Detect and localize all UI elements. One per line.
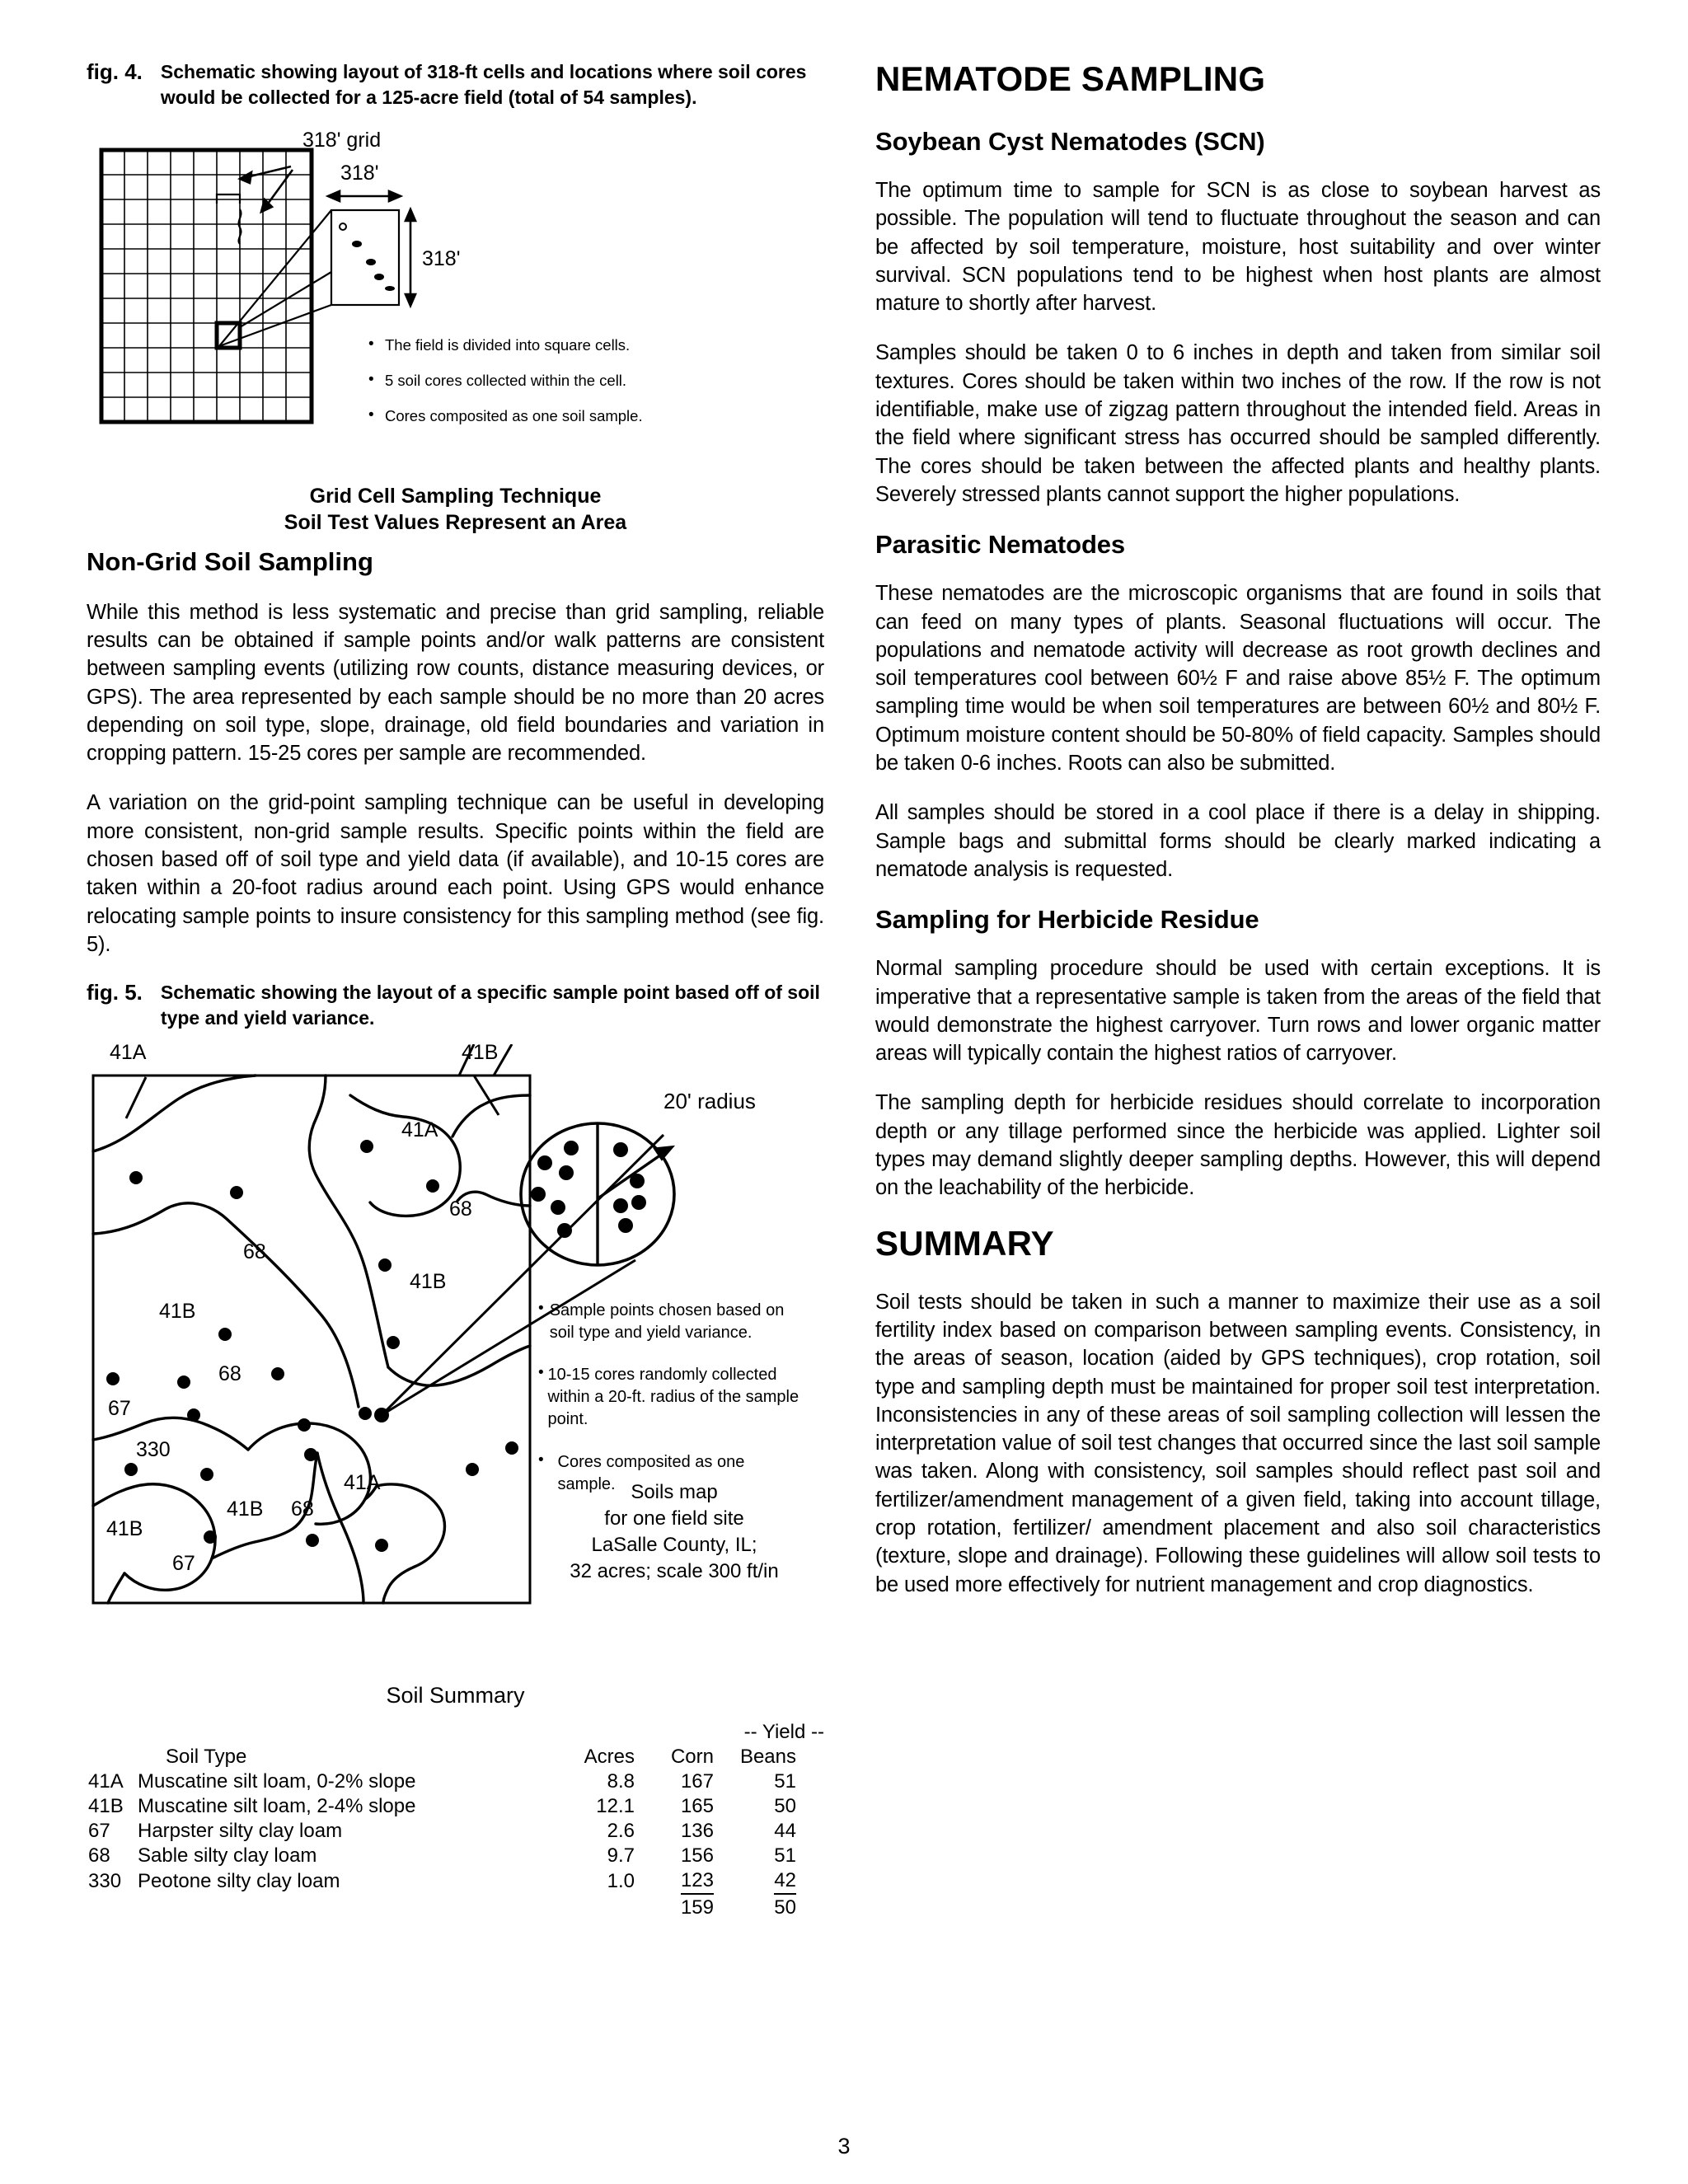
bullet-icon: •	[368, 405, 374, 424]
figure-4-bullets	[368, 336, 723, 425]
svg-text:68: 68	[449, 1197, 472, 1221]
bullet-icon: •	[368, 335, 374, 353]
col-header-beans: Beans	[739, 1745, 796, 1768]
yield-group-header-row	[87, 1720, 824, 1745]
scn-paragraph-1: The optimum time to sample for SCN is as close to soybean harvest as possible. The population will tend to fluctuate throughout the season and can be affected by soil temperature, moisture, host suitability and over winter survival. SCN populations tend to be highest when host plants are almost mature to shortly after harvest.	[875, 179, 1601, 316]
svg-text:41B: 41B	[462, 1043, 499, 1064]
figure-4-bullet-1: The field is divided into square cells.	[385, 335, 631, 354]
row-code: 41A	[88, 1769, 124, 1793]
svg-text:330: 330	[136, 1437, 171, 1461]
table-row	[87, 1769, 824, 1794]
figure-4-bullet-3: Cores composited as one soil sample.	[385, 406, 643, 424]
figure-5-label: fig. 5.	[87, 980, 143, 1005]
heading-parasitic-nematodes: Parasitic Nematodes	[875, 530, 1126, 560]
soil-type-map-labels	[106, 1044, 498, 1575]
table-row	[87, 1819, 824, 1844]
figure-5-graphic	[87, 1044, 824, 1675]
figure-4-title-block	[87, 483, 824, 536]
figure-4-title-line-2: Soil Test Values Represent an Area	[284, 510, 627, 534]
heading-soybean-cyst-nematodes: Soybean Cyst Nematodes (SCN)	[875, 127, 1265, 156]
row-name: Sable silty clay loam	[138, 1844, 317, 1867]
table-row	[87, 1868, 824, 1896]
svg-text:41B: 41B	[106, 1516, 143, 1540]
left-column	[87, 59, 824, 1920]
page-title-nematode-sampling: NEMATODE SAMPLING	[875, 59, 1266, 98]
soils-map-caption-line-1: Soils map	[631, 1480, 718, 1503]
twenty-foot-radius-circle	[521, 1123, 674, 1265]
col-header-corn: Corn	[670, 1745, 714, 1768]
row-beans	[738, 1868, 824, 1896]
herbicide-paragraph-1: Normal sampling procedure should be used with certain exceptions. It is imperative that a representative sample is taken from the areas of the field that would demonstrate the highest carryover. Turn rows and lower organic matter areas will typically contain the highest ratios of carryover.	[875, 957, 1601, 1066]
bullet-icon: •	[538, 1451, 544, 1469]
row-acres: 8.8	[607, 1769, 635, 1793]
dimension-height-label: 318'	[422, 246, 461, 270]
svg-text:68: 68	[291, 1497, 314, 1521]
dimension-height	[406, 209, 415, 306]
row-corn: 167	[680, 1769, 714, 1793]
svg-text:41B: 41B	[410, 1269, 447, 1293]
grid-label-318-grid: 318' grid	[302, 128, 382, 152]
figure-5-caption-text: Schematic showing the layout of a specific sample point based off of soil type and yield variance.	[160, 982, 820, 1029]
row-corn: 156	[680, 1844, 714, 1867]
field-grid	[101, 150, 312, 422]
right-column	[875, 59, 1601, 1620]
row-code: 41B	[88, 1794, 124, 1817]
svg-text:41A: 41A	[110, 1043, 147, 1064]
row-name: Muscatine silt loam, 2-4% slope	[138, 1794, 416, 1817]
bullet-icon: •	[368, 370, 374, 388]
row-name: Muscatine silt loam, 0-2% slope	[138, 1769, 416, 1793]
figure-4-bullet-2: 5 soil cores collected within the cell.	[385, 371, 627, 389]
figure-4-caption	[87, 59, 824, 110]
figure-5-bullets	[538, 1300, 802, 1496]
total-beans: 50	[774, 1896, 796, 1919]
soils-map-caption	[538, 1479, 810, 1585]
figure-4-caption-text: Schematic showing layout of 318-ft cells and locations where soil cores would be collected for a 125-acre field (total of 54 samples).	[160, 61, 807, 108]
yield-group-header: -- Yield --	[743, 1720, 824, 1743]
table-row	[87, 1844, 824, 1868]
svg-text:41B: 41B	[227, 1497, 264, 1521]
row-corn	[653, 1868, 738, 1896]
svg-text:41A: 41A	[344, 1470, 381, 1494]
dimension-width-label: 318'	[340, 161, 379, 185]
soils-map-frame	[93, 1076, 530, 1603]
parasitic-paragraph-1: These nematodes are the microscopic organisms that are found in soils that can feed on many types of plants. Seasonal fluctuations will occur. The populations and nematode activity will decrease as root growth declines and soil temperatures cool between 60½ F and raise above 85½ F. The optimum sampling time would be when soil temperatures are between 60½ and 80½ F. Optimum moisture content should be 50-80% of field capacity. Samples should be taken 0-6 inches. Roots can also be submitted.	[875, 582, 1601, 776]
row-code: 330	[88, 1870, 122, 1893]
total-corn: 159	[680, 1896, 714, 1919]
svg-text:68: 68	[218, 1361, 241, 1385]
soil-summary-table	[87, 1720, 824, 1920]
col-header-soil-type: Soil Type	[166, 1745, 247, 1768]
scn-paragraph-2: Samples should be taken 0 to 6 inches in depth and taken from similar soil textures. Cores should be taken within two inches of the row. If the row is not identifiable, make use of zigzag pattern throughout the intended field. Areas in the field where significant stress has occurred should be sampled differently. The cores should be taken between the affected plants and healthy plants. Severely stressed plants cannot support the higher populations.	[875, 341, 1601, 506]
soil-boundaries	[93, 1076, 530, 1603]
row-beans-value: 42	[774, 1869, 796, 1895]
soils-map-caption-line-4: 32 acres; scale 300 ft/in	[570, 1559, 779, 1582]
table-row	[87, 1794, 824, 1819]
row-name: Harpster silty clay loam	[138, 1819, 343, 1842]
table-header-row	[87, 1745, 824, 1769]
row-beans: 50	[774, 1794, 796, 1817]
grid-callout-arrows	[240, 166, 293, 212]
row-corn-value: 123	[681, 1869, 714, 1895]
bullet-icon: •	[538, 1299, 544, 1317]
soils-map-caption-line-2: for one field site	[604, 1507, 744, 1530]
figure-4-graphic	[87, 124, 824, 478]
heading-summary: SUMMARY	[875, 1223, 1054, 1263]
row-acres: 12.1	[596, 1794, 635, 1817]
svg-text:67: 67	[108, 1396, 131, 1420]
table-totals-row	[87, 1896, 824, 1920]
figure-5-bullet-1: Sample points chosen based on soil type and yield variance.	[549, 1301, 785, 1342]
row-acres: 1.0	[607, 1870, 635, 1893]
heading-sampling-herbicide-residue: Sampling for Herbicide Residue	[875, 905, 1259, 935]
row-code: 67	[88, 1819, 110, 1842]
row-acres: 2.6	[607, 1819, 635, 1842]
svg-text:68: 68	[243, 1240, 266, 1263]
row-corn: 136	[680, 1819, 714, 1842]
row-name: Peotone silty clay loam	[138, 1870, 340, 1893]
row-code: 68	[88, 1844, 110, 1867]
row-corn: 165	[680, 1794, 714, 1817]
row-beans: 44	[774, 1819, 796, 1842]
figure-5-bullet-2: 10-15 cores randomly collected within a 20-ft. radius of the sample point.	[547, 1366, 799, 1428]
page-number: 3	[837, 2134, 851, 2158]
figure-4-label: fig. 4.	[87, 59, 143, 84]
row-beans: 51	[774, 1844, 796, 1867]
herbicide-paragraph-2: The sampling depth for herbicide residues should correlate to incorporation depth or any tillage performed since the herbicide was applied. Lighter soil types may demand slightly deeper sampling depths. However, this will depend on the leachability of the herbicide.	[875, 1091, 1601, 1200]
svg-text:41B: 41B	[159, 1299, 196, 1323]
non-grid-paragraph-2: A variation on the grid-point sampling technique can be useful in developing more consistent, non-grid sample results. Specific points within the field are chosen based off of soil type and yield data (if available), and 10-15 cores are taken within a 20-foot radius around each point. Using GPS would enhance relocating sample points to insure consistency for this sampling method (see fig. 5).	[87, 791, 824, 956]
svg-text:41A: 41A	[401, 1118, 438, 1141]
summary-paragraph: Soil tests should be taken in such a manner to maximize their use as a soil fertility index based on comparison between sampling events. Consistency, in the areas of season, location (aided by GPS techniques), crop rotation, soil type and sampling depth must be maintained for proper soil test interpretation. Inconsistencies in any of these areas of soil sampling collection will lessen the interpretation value of soil test changes that occurred since the last soil sample was taken. Along with consistency, soil samples should reflect past soil and fertilizer/amendment management of a given field, taking into account tillage, crop rotation, fertilizer/ amendment placement and also soil characteristics (texture, slope and drainage). Following these guidelines will allow soil tests to be used more effectively for nutrient management and crop diagnostics.	[875, 1290, 1601, 1596]
parasitic-paragraph-2: All samples should be stored in a cool place if there is a delay in shipping. Sample bags and submittal forms should be clearly marked indicating a nematode analysis is requested.	[875, 801, 1601, 881]
non-grid-paragraph-1: While this method is less systematic and precise than grid sampling, reliable results can be obtained if sample points and/or walk patterns are consistent between sampling events (utilizing row counts, distance measuring devices, or GPS). The area represented by each sample should be no more than 20 acres depending on soil type, slope, drainage, old field boundaries and variation in cropping pattern. 15-25 cores per sample are recommended.	[87, 600, 824, 766]
zoom-connectors	[219, 210, 331, 346]
core-points-in-radius	[531, 1141, 646, 1238]
soil-core-markers	[340, 223, 395, 291]
radius-label: 20' radius	[663, 1088, 756, 1113]
col-header-acres: Acres	[584, 1745, 635, 1768]
soil-summary-title: Soil Summary	[386, 1682, 525, 1708]
figure-5-bullet-3: Cores composited as one sample.	[557, 1452, 745, 1493]
two-column-layout	[87, 59, 1610, 1920]
row-acres: 9.7	[607, 1844, 635, 1867]
row-beans: 51	[774, 1769, 796, 1793]
heading-non-grid-soil-sampling: Non-Grid Soil Sampling	[87, 546, 373, 576]
dimension-width	[328, 191, 401, 201]
soils-map-caption-line-3: LaSalle County, IL;	[591, 1533, 757, 1556]
figure-5-caption	[87, 980, 824, 1031]
svg-text:67: 67	[172, 1551, 195, 1575]
bullet-icon: •	[538, 1364, 544, 1382]
figure-4-title-line-1: Grid Cell Sampling Technique	[309, 484, 602, 508]
